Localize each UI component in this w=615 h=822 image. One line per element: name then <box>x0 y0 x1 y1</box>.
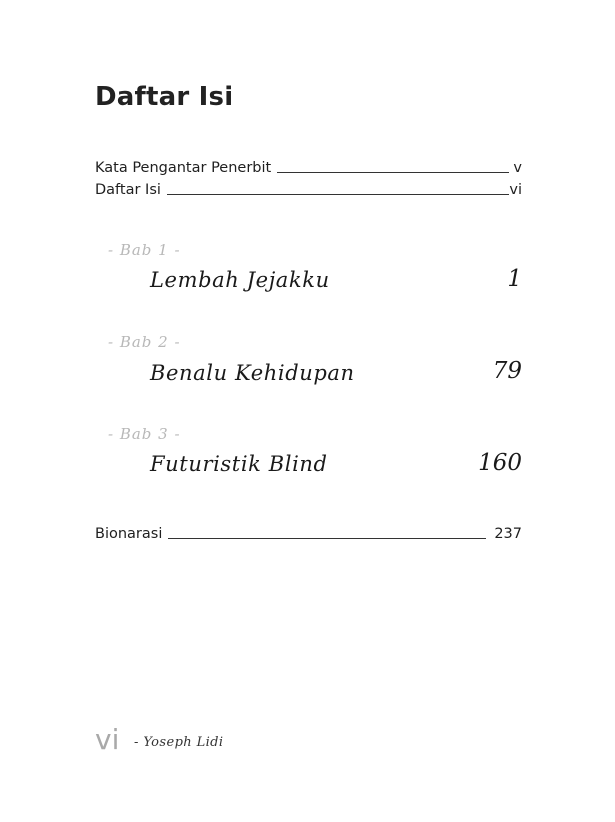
footer-author: - Yoseph Lidi <box>134 735 224 750</box>
chapter-3-page: 160 <box>478 450 522 476</box>
page-folio: vi <box>95 723 120 756</box>
chapter-1-label: - Bab 1 - <box>108 241 181 259</box>
toc-entry-label: Daftar Isi <box>95 182 161 198</box>
toc-entry-daftar-isi <box>95 182 522 198</box>
toc-entry-bionarasi <box>95 526 522 542</box>
page-title: Daftar Isi <box>95 82 234 112</box>
toc-entry-label: Kata Pengantar Penerbit <box>95 160 272 176</box>
chapter-2-label: - Bab 2 - <box>108 333 181 351</box>
dotted-leader <box>167 194 509 195</box>
chapter-3-title: Futuristik Blind <box>150 452 328 476</box>
chapter-1-page: 1 <box>507 266 522 292</box>
toc-entry-page: 237 <box>494 526 522 542</box>
toc-entry-page: vi <box>509 182 522 198</box>
dotted-leader <box>168 538 486 539</box>
chapter-2-page: 79 <box>492 358 522 384</box>
toc-entry-page: v <box>513 160 522 176</box>
chapter-2-title: Benalu Kehidupan <box>150 361 355 385</box>
toc-entry-label: Bionarasi <box>95 526 163 542</box>
dotted-leader <box>277 172 509 173</box>
chapter-3-label: - Bab 3 - <box>108 425 181 443</box>
toc-entry-kata-pengantar <box>95 160 522 176</box>
chapter-1-title: Lembah Jejakku <box>150 268 330 292</box>
